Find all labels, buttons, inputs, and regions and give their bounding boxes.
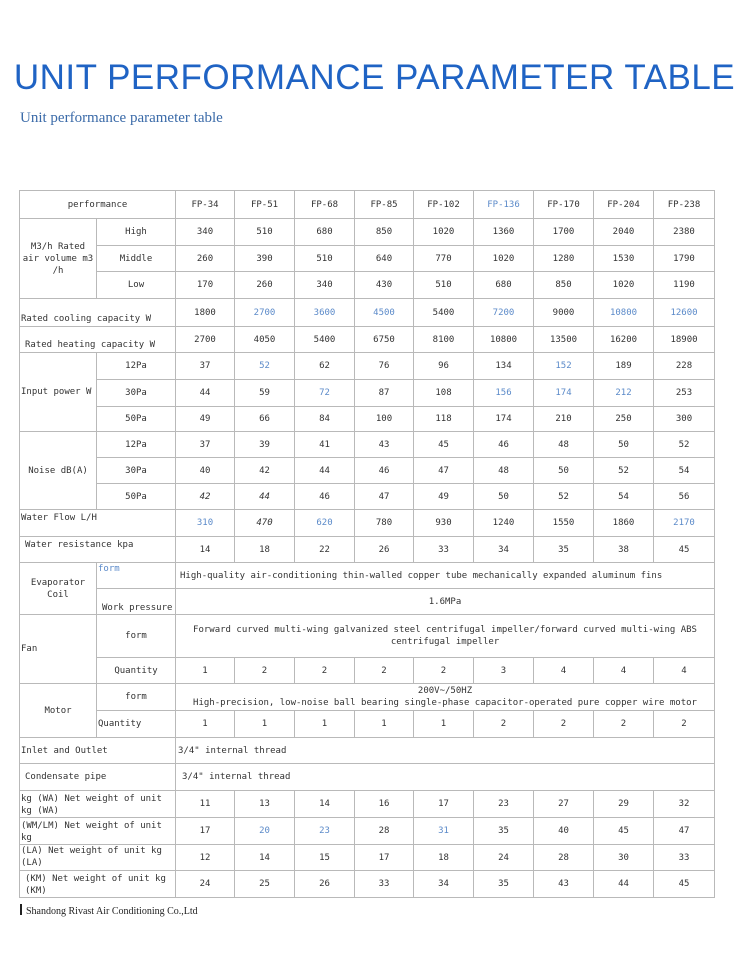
value-cell: 45 xyxy=(654,537,715,563)
model-header: FP-204 xyxy=(594,191,654,219)
value-cell: 1280 xyxy=(534,246,594,272)
value-cell: 48 xyxy=(474,458,534,484)
pressure-label: 50Pa xyxy=(97,484,176,510)
value-cell: 260 xyxy=(176,246,235,272)
value-cell: 16200 xyxy=(594,327,654,353)
value-cell: 23 xyxy=(474,791,534,818)
value-cell: 1790 xyxy=(654,246,715,272)
value-cell: 510 xyxy=(414,272,474,299)
value-cell: 50 xyxy=(474,484,534,510)
airflow-speed: Middle xyxy=(97,246,176,272)
value-cell: 44 xyxy=(594,871,654,898)
value-cell: 680 xyxy=(474,272,534,299)
pressure-label: 50Pa xyxy=(97,407,176,432)
motor-label: Motor xyxy=(20,684,97,738)
value-cell: 30 xyxy=(594,845,654,871)
value-cell: 17 xyxy=(176,818,235,845)
company-name: Shandong Rivast Air Conditioning Co.,Ltd xyxy=(26,906,198,917)
value-cell: 50 xyxy=(594,432,654,458)
airflow-label: M3/h Rated air volume m3 /h xyxy=(20,219,97,299)
value-cell: 4050 xyxy=(235,327,295,353)
value-cell: 2700 xyxy=(176,327,235,353)
value-cell: 46 xyxy=(295,484,355,510)
value-cell: 72 xyxy=(295,380,355,407)
weight-row xyxy=(20,818,715,845)
value-cell: 24 xyxy=(176,871,235,898)
value-cell: 47 xyxy=(654,818,715,845)
value-cell: 28 xyxy=(534,845,594,871)
value-cell: 14 xyxy=(235,845,295,871)
value-cell: 2 xyxy=(355,658,414,684)
value-cell: 170 xyxy=(176,272,235,299)
value-cell: 31 xyxy=(414,818,474,845)
value-cell: 212 xyxy=(594,380,654,407)
value-cell: 34 xyxy=(414,871,474,898)
value-cell: 11 xyxy=(176,791,235,818)
evaporator-form-label: form xyxy=(97,563,176,589)
water-resistance-label: Water resistance kpa xyxy=(20,537,176,563)
company-footer xyxy=(20,904,198,917)
value-cell: 10800 xyxy=(594,299,654,327)
value-cell: 680 xyxy=(295,219,355,246)
value-cell: 1 xyxy=(414,711,474,738)
value-cell: 510 xyxy=(235,219,295,246)
value-cell: 13 xyxy=(235,791,295,818)
value-cell: 49 xyxy=(414,484,474,510)
value-cell: 59 xyxy=(235,380,295,407)
value-cell: 18900 xyxy=(654,327,715,353)
value-cell: 56 xyxy=(654,484,715,510)
weight-label: (LA) Net weight of unit kg (LA) xyxy=(20,845,176,871)
value-cell: 34 xyxy=(474,537,534,563)
header-label: performance xyxy=(20,191,176,219)
value-cell: 930 xyxy=(414,510,474,537)
value-cell: 4 xyxy=(594,658,654,684)
value-cell: 4 xyxy=(654,658,715,684)
value-cell: 39 xyxy=(235,432,295,458)
value-cell: 40 xyxy=(176,458,235,484)
value-cell: 1020 xyxy=(594,272,654,299)
value-cell: 3 xyxy=(474,658,534,684)
noise-row xyxy=(20,484,715,510)
value-cell: 43 xyxy=(534,871,594,898)
weight-row xyxy=(20,791,715,818)
value-cell: 174 xyxy=(474,407,534,432)
value-cell: 96 xyxy=(414,353,474,380)
value-cell: 42 xyxy=(176,484,235,510)
value-cell: 33 xyxy=(414,537,474,563)
value-cell: 76 xyxy=(355,353,414,380)
value-cell: 1 xyxy=(355,711,414,738)
value-cell: 37 xyxy=(176,432,235,458)
noise-row xyxy=(20,432,715,458)
value-cell: 2 xyxy=(654,711,715,738)
pressure-label: 30Pa xyxy=(97,458,176,484)
value-cell: 620 xyxy=(295,510,355,537)
value-cell: 26 xyxy=(355,537,414,563)
value-cell: 1800 xyxy=(176,299,235,327)
value-cell: 2380 xyxy=(654,219,715,246)
evaporator-pressure-row xyxy=(20,589,715,615)
value-cell: 46 xyxy=(474,432,534,458)
value-cell: 1700 xyxy=(534,219,594,246)
fan-quantity-row xyxy=(20,658,715,684)
heating-row xyxy=(20,327,715,353)
value-cell: 1020 xyxy=(474,246,534,272)
pressure-label: 12Pa xyxy=(97,432,176,458)
weight-row xyxy=(20,845,715,871)
value-cell: 41 xyxy=(295,432,355,458)
value-cell: 510 xyxy=(295,246,355,272)
value-cell: 27 xyxy=(534,791,594,818)
motor-form-value xyxy=(176,684,715,711)
fan-form-row xyxy=(20,615,715,658)
value-cell: 44 xyxy=(295,458,355,484)
value-cell: 340 xyxy=(176,219,235,246)
value-cell: 210 xyxy=(534,407,594,432)
water-flow-row xyxy=(20,510,715,537)
model-header: FP-68 xyxy=(295,191,355,219)
heating-label: Rated heating capacity W xyxy=(20,327,176,353)
value-cell: 310 xyxy=(176,510,235,537)
quantity-label: Quantity xyxy=(97,658,176,684)
value-cell: 14 xyxy=(295,791,355,818)
value-cell: 29 xyxy=(594,791,654,818)
value-cell: 45 xyxy=(654,871,715,898)
airflow-row xyxy=(20,219,715,246)
value-cell: 1240 xyxy=(474,510,534,537)
weight-label: (KM) Net weight of unit kg (KM) xyxy=(20,871,176,898)
value-cell: 1190 xyxy=(654,272,715,299)
value-cell: 156 xyxy=(474,380,534,407)
value-cell: 260 xyxy=(235,272,295,299)
value-cell: 1550 xyxy=(534,510,594,537)
page-title: UNIT PERFORMANCE PARAMETER TABLE xyxy=(13,58,736,97)
value-cell: 7200 xyxy=(474,299,534,327)
evaporator-form-value: High-quality air-conditioning thin-walled copper tube mechanically expanded aluminum fins xyxy=(176,563,715,589)
value-cell: 300 xyxy=(654,407,715,432)
value-cell: 45 xyxy=(414,432,474,458)
noise-row xyxy=(20,458,715,484)
value-cell: 2 xyxy=(414,658,474,684)
value-cell: 47 xyxy=(355,484,414,510)
evaporator-form-row xyxy=(20,563,715,589)
value-cell: 20 xyxy=(235,818,295,845)
value-cell: 1360 xyxy=(474,219,534,246)
value-cell: 43 xyxy=(355,432,414,458)
value-cell: 12 xyxy=(176,845,235,871)
weight-label: (WM/LM) Net weight of unit kg xyxy=(20,818,176,845)
evaporator-label: Evaporator Coil xyxy=(20,563,97,615)
motor-form-label: form xyxy=(97,684,176,711)
value-cell: 1530 xyxy=(594,246,654,272)
cooling-label: Rated cooling capacity W xyxy=(20,299,176,327)
value-cell: 87 xyxy=(355,380,414,407)
value-cell: 13500 xyxy=(534,327,594,353)
value-cell: 18 xyxy=(414,845,474,871)
cooling-row xyxy=(20,299,715,327)
value-cell: 2170 xyxy=(654,510,715,537)
model-header: FP-102 xyxy=(414,191,474,219)
value-cell: 52 xyxy=(534,484,594,510)
footer-bar xyxy=(20,904,22,915)
value-cell: 44 xyxy=(176,380,235,407)
value-cell: 22 xyxy=(295,537,355,563)
value-cell: 1 xyxy=(176,658,235,684)
value-cell: 10800 xyxy=(474,327,534,353)
value-cell: 35 xyxy=(534,537,594,563)
inlet-outlet-row xyxy=(20,738,715,764)
airflow-row xyxy=(20,246,715,272)
value-cell: 47 xyxy=(414,458,474,484)
quantity-label: Quantity xyxy=(97,711,176,738)
value-cell: 850 xyxy=(355,219,414,246)
value-cell: 189 xyxy=(594,353,654,380)
value-cell: 35 xyxy=(474,871,534,898)
value-cell: 1020 xyxy=(414,219,474,246)
value-cell: 850 xyxy=(534,272,594,299)
motor-voltage: 200V~/50HZ xyxy=(417,686,473,696)
value-cell: 3600 xyxy=(295,299,355,327)
value-cell: 33 xyxy=(654,845,715,871)
value-cell: 174 xyxy=(534,380,594,407)
fan-label: Fan xyxy=(20,615,97,684)
value-cell: 48 xyxy=(534,432,594,458)
header-row xyxy=(20,191,715,219)
value-cell: 62 xyxy=(295,353,355,380)
model-header: FP-85 xyxy=(355,191,414,219)
value-cell: 134 xyxy=(474,353,534,380)
water-flow-label: Water Flow L/H xyxy=(20,510,176,537)
model-header: FP-136 xyxy=(474,191,534,219)
pressure-label: 12Pa xyxy=(97,353,176,380)
input-power-label: Input power W xyxy=(20,353,97,432)
value-cell: 49 xyxy=(176,407,235,432)
value-cell: 770 xyxy=(414,246,474,272)
work-pressure-value: 1.6MPa xyxy=(176,589,715,615)
value-cell: 40 xyxy=(534,818,594,845)
model-header: FP-170 xyxy=(534,191,594,219)
value-cell: 8100 xyxy=(414,327,474,353)
value-cell: 45 xyxy=(594,818,654,845)
value-cell: 228 xyxy=(654,353,715,380)
input-power-row xyxy=(20,353,715,380)
motor-description: High-precision, low-noise ball bearing single-phase capacitor-operated pure copper wire motor xyxy=(193,698,697,708)
value-cell: 5400 xyxy=(295,327,355,353)
value-cell: 2 xyxy=(235,658,295,684)
value-cell: 52 xyxy=(594,458,654,484)
value-cell: 2040 xyxy=(594,219,654,246)
value-cell: 9000 xyxy=(534,299,594,327)
value-cell: 1 xyxy=(235,711,295,738)
value-cell: 37 xyxy=(176,353,235,380)
value-cell: 50 xyxy=(534,458,594,484)
value-cell: 24 xyxy=(474,845,534,871)
value-cell: 2700 xyxy=(235,299,295,327)
value-cell: 38 xyxy=(594,537,654,563)
value-cell: 23 xyxy=(295,818,355,845)
value-cell: 17 xyxy=(414,791,474,818)
page-subtitle: Unit performance parameter table xyxy=(20,110,223,126)
value-cell: 14 xyxy=(176,537,235,563)
value-cell: 152 xyxy=(534,353,594,380)
value-cell: 15 xyxy=(295,845,355,871)
value-cell: 84 xyxy=(295,407,355,432)
value-cell: 1860 xyxy=(594,510,654,537)
value-cell: 1 xyxy=(176,711,235,738)
value-cell: 26 xyxy=(295,871,355,898)
value-cell: 430 xyxy=(355,272,414,299)
value-cell: 5400 xyxy=(414,299,474,327)
value-cell: 52 xyxy=(654,432,715,458)
value-cell: 54 xyxy=(594,484,654,510)
value-cell: 2 xyxy=(474,711,534,738)
performance-table xyxy=(19,190,715,898)
fan-form-value: Forward curved multi-wing galvanized steel centrifugal impeller/forward curved multi-wing ABS centrifugal impeller xyxy=(176,615,715,658)
value-cell: 253 xyxy=(654,380,715,407)
value-cell: 28 xyxy=(355,818,414,845)
value-cell: 12600 xyxy=(654,299,715,327)
value-cell: 18 xyxy=(235,537,295,563)
airflow-row xyxy=(20,272,715,299)
value-cell: 54 xyxy=(654,458,715,484)
condensate-label: Condensate pipe xyxy=(20,764,176,791)
value-cell: 340 xyxy=(295,272,355,299)
value-cell: 780 xyxy=(355,510,414,537)
model-header: FP-238 xyxy=(654,191,715,219)
value-cell: 16 xyxy=(355,791,414,818)
input-power-row xyxy=(20,407,715,432)
input-power-row xyxy=(20,380,715,407)
inlet-outlet-value: 3/4" internal thread xyxy=(176,738,715,764)
noise-label: Noise dB(A) xyxy=(20,432,97,510)
value-cell: 32 xyxy=(654,791,715,818)
fan-form-label: form xyxy=(97,615,176,658)
value-cell: 4 xyxy=(534,658,594,684)
value-cell: 33 xyxy=(355,871,414,898)
model-header: FP-34 xyxy=(176,191,235,219)
water-resistance-row xyxy=(20,537,715,563)
value-cell: 470 xyxy=(235,510,295,537)
value-cell: 35 xyxy=(474,818,534,845)
value-cell: 66 xyxy=(235,407,295,432)
value-cell: 6750 xyxy=(355,327,414,353)
value-cell: 250 xyxy=(594,407,654,432)
value-cell: 4500 xyxy=(355,299,414,327)
value-cell: 100 xyxy=(355,407,414,432)
value-cell: 118 xyxy=(414,407,474,432)
value-cell: 640 xyxy=(355,246,414,272)
value-cell: 25 xyxy=(235,871,295,898)
model-header: FP-51 xyxy=(235,191,295,219)
value-cell: 17 xyxy=(355,845,414,871)
pressure-label: 30Pa xyxy=(97,380,176,407)
weight-row xyxy=(20,871,715,898)
condensate-value: 3/4" internal thread xyxy=(176,764,715,791)
value-cell: 46 xyxy=(355,458,414,484)
weight-label: kg (WA) Net weight of unit kg (WA) xyxy=(20,791,176,818)
inlet-outlet-label: Inlet and Outlet xyxy=(20,738,176,764)
airflow-speed: Low xyxy=(97,272,176,299)
value-cell: 1 xyxy=(295,711,355,738)
value-cell: 2 xyxy=(295,658,355,684)
airflow-speed: High xyxy=(97,219,176,246)
value-cell: 52 xyxy=(235,353,295,380)
value-cell: 44 xyxy=(235,484,295,510)
value-cell: 2 xyxy=(594,711,654,738)
value-cell: 390 xyxy=(235,246,295,272)
motor-quantity-row xyxy=(20,711,715,738)
work-pressure-label: Work pressure xyxy=(97,589,176,615)
motor-form-row xyxy=(20,684,715,711)
condensate-row xyxy=(20,764,715,791)
value-cell: 42 xyxy=(235,458,295,484)
value-cell: 2 xyxy=(534,711,594,738)
value-cell: 108 xyxy=(414,380,474,407)
